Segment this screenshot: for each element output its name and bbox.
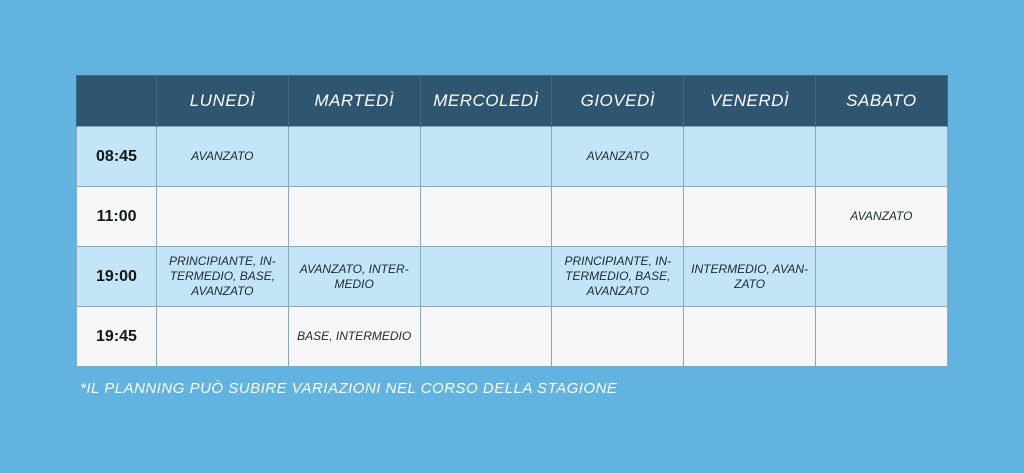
schedule-table xyxy=(76,75,948,367)
class-cell xyxy=(157,187,289,247)
class-cell xyxy=(420,187,552,247)
class-cell xyxy=(684,187,816,247)
class-cell: PRINCIPIANTE, IN-TERMEDIO, BASE, AVANZATO xyxy=(157,247,289,307)
table-row xyxy=(77,187,948,247)
class-cell xyxy=(420,127,552,187)
time-cell: 11:00 xyxy=(77,187,157,247)
table-row xyxy=(77,247,948,307)
corner-cell xyxy=(77,76,157,127)
time-cell: 19:00 xyxy=(77,247,157,307)
class-cell xyxy=(420,247,552,307)
class-cell: PRINCIPIANTE, IN-TERMEDIO, BASE, AVANZATO xyxy=(552,247,684,307)
class-cell xyxy=(157,307,289,367)
class-cell xyxy=(815,247,947,307)
class-cell: AVANZATO xyxy=(815,187,947,247)
header-row xyxy=(77,76,948,127)
class-cell: AVANZATO xyxy=(552,127,684,187)
time-cell: 19:45 xyxy=(77,307,157,367)
day-header-saturday: SABATO xyxy=(815,76,947,127)
class-cell: AVANZATO, INTER-MEDIO xyxy=(288,247,420,307)
class-cell xyxy=(552,187,684,247)
planning-footnote: *IL PLANNING PUÒ SUBIRE VARIAZIONI NEL CORSO DELLA STAGIONE xyxy=(80,380,618,397)
class-cell: INTERMEDIO, AVAN-ZATO xyxy=(684,247,816,307)
day-header-friday: VENERDÌ xyxy=(684,76,816,127)
time-cell: 08:45 xyxy=(77,127,157,187)
day-header-monday: LUNEDÌ xyxy=(157,76,289,127)
table-row xyxy=(77,127,948,187)
class-cell xyxy=(684,127,816,187)
class-cell: AVANZATO xyxy=(157,127,289,187)
class-cell xyxy=(815,307,947,367)
class-cell xyxy=(684,307,816,367)
class-cell xyxy=(420,307,552,367)
day-header-tuesday: MARTEDÌ xyxy=(288,76,420,127)
class-cell xyxy=(552,307,684,367)
day-header-thursday: GIOVEDÌ xyxy=(552,76,684,127)
class-cell xyxy=(815,127,947,187)
day-header-wednesday: MERCOLEDÌ xyxy=(420,76,552,127)
class-cell: BASE, INTERMEDIO xyxy=(288,307,420,367)
table-row xyxy=(77,307,948,367)
class-cell xyxy=(288,187,420,247)
class-cell xyxy=(288,127,420,187)
